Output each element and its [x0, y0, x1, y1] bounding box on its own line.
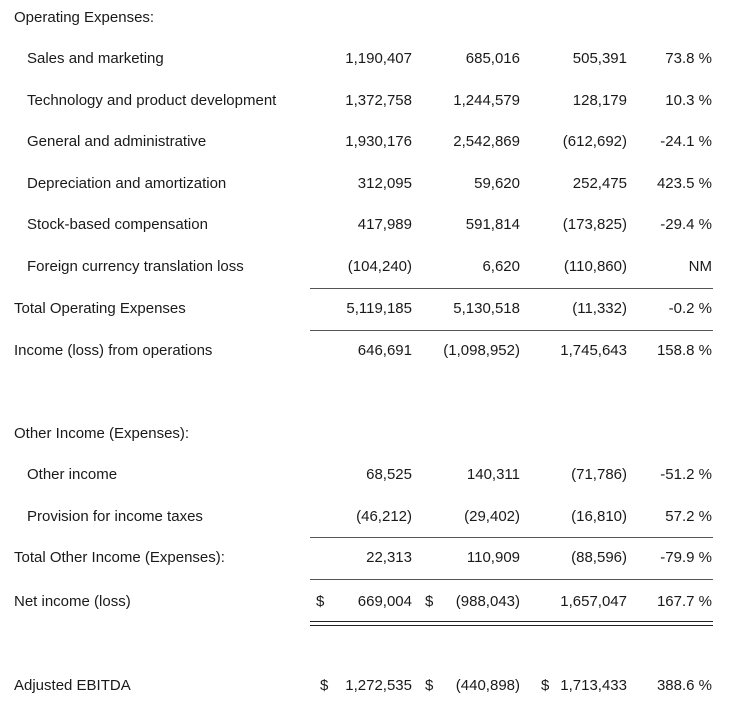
cell: (29,402): [464, 508, 520, 525]
cell: 1,272,535: [345, 677, 412, 694]
row-label: Sales and marketing: [27, 50, 164, 67]
divider: [310, 330, 713, 331]
cell: 6,620: [482, 258, 520, 275]
cell: (173,825): [562, 216, 627, 233]
cell: 140,311: [466, 466, 520, 483]
cell: (46,212): [356, 508, 412, 525]
row-label: Depreciation and amortization: [27, 175, 227, 192]
cell: 10.3 %: [665, 92, 712, 109]
cell: 1,244,579: [453, 92, 520, 109]
cell: 1,713,433: [560, 677, 627, 694]
currency-symbol: $: [425, 677, 434, 694]
cell: 312,095: [357, 175, 412, 192]
cell: (612,692): [562, 133, 627, 150]
cell: 252,475: [572, 175, 627, 192]
cell: (11,332): [572, 300, 627, 317]
cell: (110,860): [563, 258, 627, 275]
cell: -0.2 %: [668, 300, 712, 317]
currency-symbol: $: [425, 593, 434, 610]
cell: 646,691: [357, 342, 412, 359]
cell: (88,596): [571, 549, 627, 566]
cell: 57.2 %: [665, 508, 712, 525]
cell: 591,814: [465, 216, 520, 233]
row-label: Income (loss) from operations: [14, 342, 213, 359]
cell: 1,930,176: [345, 133, 412, 150]
cell: 417,989: [357, 216, 412, 233]
divider: [310, 579, 713, 580]
row-label: Stock-based compensation: [27, 216, 208, 233]
cell: (988,043): [455, 593, 520, 610]
divider: [310, 537, 713, 538]
cell: -51.2 %: [660, 466, 712, 483]
cell: 22,313: [366, 549, 412, 566]
currency-symbol: $: [541, 677, 550, 694]
cell: 5,119,185: [346, 300, 412, 317]
double-underline: [310, 621, 713, 626]
cell: 685,016: [465, 50, 520, 67]
cell: -29.4 %: [660, 216, 712, 233]
cell: 110,909: [466, 549, 520, 566]
cell: 73.8 %: [665, 50, 712, 67]
cell: (71,786): [571, 466, 627, 483]
currency-symbol: $: [316, 593, 325, 610]
divider: [310, 288, 713, 289]
cell: 128,179: [572, 92, 627, 109]
row-label: General and administrative: [27, 133, 207, 150]
row-label: Total Operating Expenses: [14, 300, 186, 317]
cell: 59,620: [474, 175, 520, 192]
cell: 167.7 %: [656, 593, 712, 610]
cell: -79.9 %: [660, 549, 712, 566]
currency-symbol: $: [320, 677, 329, 694]
cell: (1,098,952): [443, 342, 520, 359]
cell: -24.1 %: [660, 133, 712, 150]
row-label: Total Other Income (Expenses):: [14, 549, 225, 566]
row-label: Net income (loss): [14, 593, 131, 610]
cell: 1,372,758: [345, 92, 412, 109]
cell: 1,190,407: [345, 50, 412, 67]
cell: 388.6 %: [656, 677, 712, 694]
cell: NM: [688, 258, 712, 275]
row-label: Adjusted EBITDA: [14, 677, 131, 694]
cell: 2,542,869: [453, 133, 520, 150]
cell: 1,745,643: [560, 342, 627, 359]
row-label: Other income: [27, 466, 118, 483]
cell: 669,004: [357, 593, 412, 610]
cell: 5,130,518: [453, 300, 520, 317]
cell: 68,525: [366, 466, 412, 483]
cell: (16,810): [571, 508, 627, 525]
cell: 505,391: [572, 50, 627, 67]
cell: (440,898): [455, 677, 520, 694]
cell: 1,657,047: [560, 593, 627, 610]
operating-expenses-header: Operating Expenses:: [14, 9, 155, 26]
cell: (104,240): [347, 258, 412, 275]
other-income-header: Other Income (Expenses):: [14, 425, 190, 442]
cell: 423.5 %: [656, 175, 712, 192]
row-label: Provision for income taxes: [27, 508, 203, 525]
cell: 158.8 %: [656, 342, 712, 359]
row-label: Technology and product development: [27, 92, 277, 109]
row-label: Foreign currency translation loss: [27, 258, 244, 275]
